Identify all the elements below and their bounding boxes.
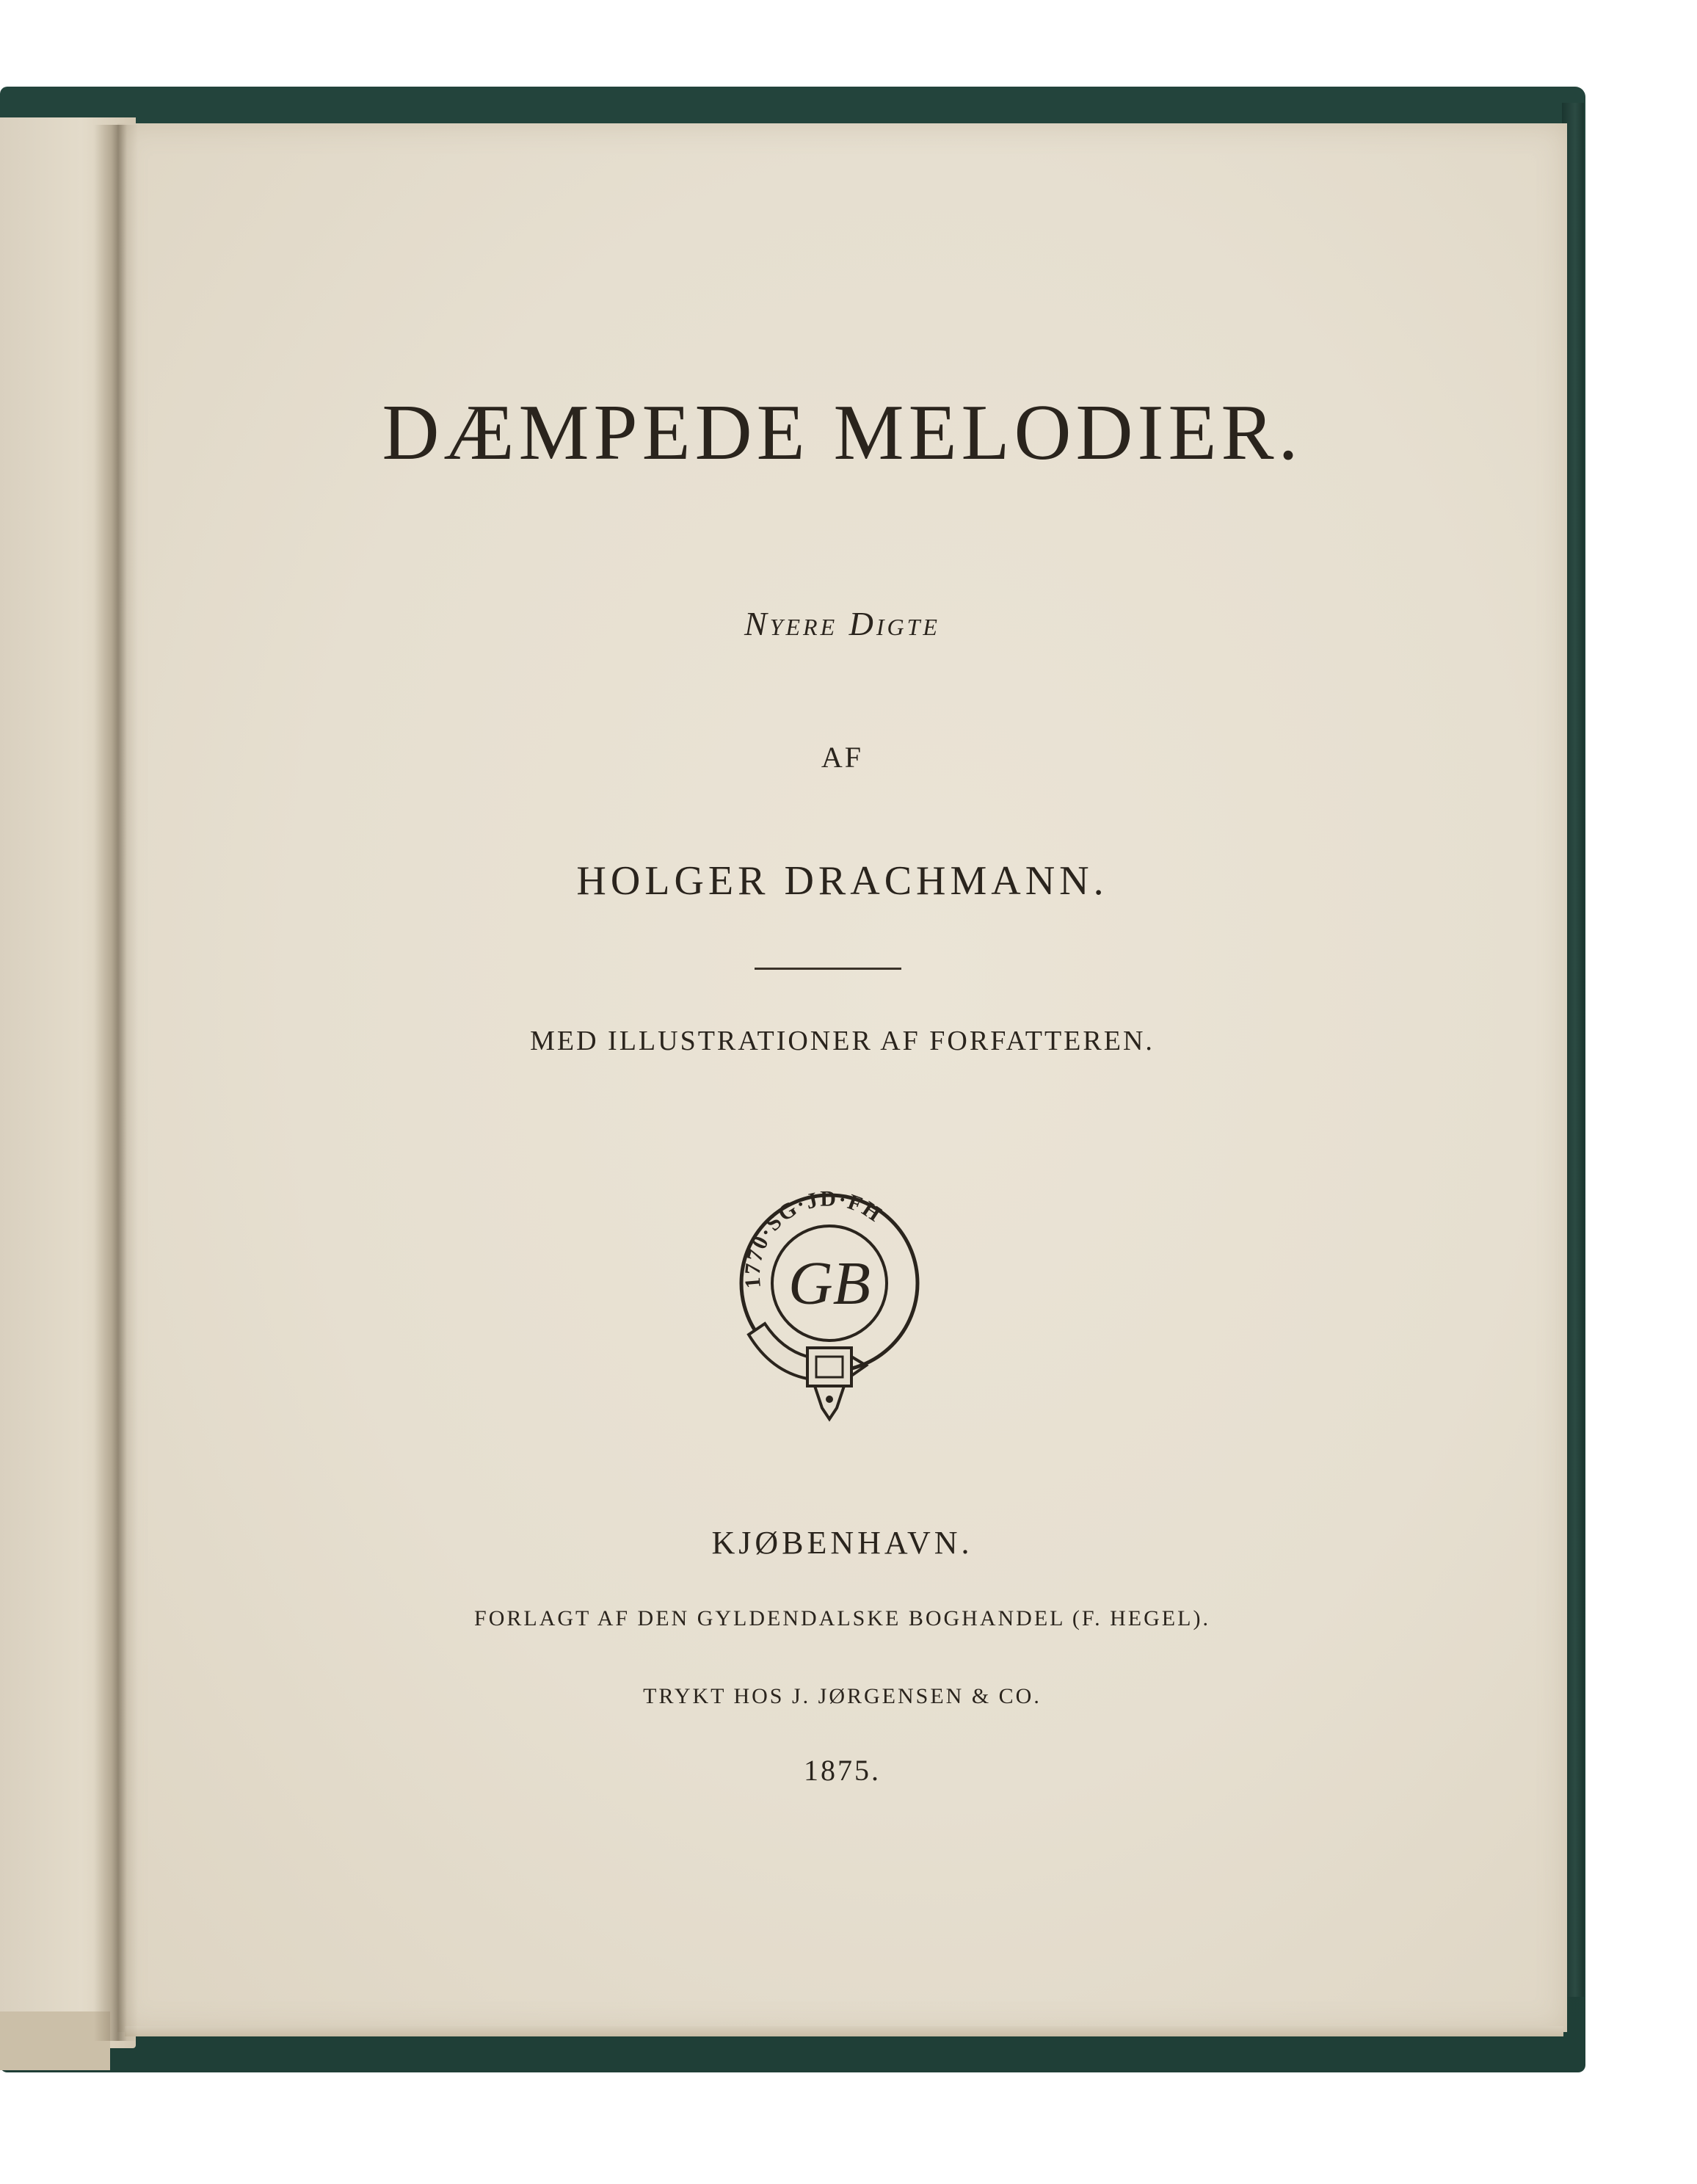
imprint-place: KJØBENHAVN. <box>711 1525 973 1561</box>
by-word: AF <box>821 741 864 774</box>
book-gutter <box>94 125 138 2041</box>
book-title: DÆMPEDE MELODIER. <box>382 389 1303 476</box>
imprint-year: 1875. <box>804 1754 881 1787</box>
emblem-monogram: GB <box>788 1249 871 1318</box>
book-subtitle: Nyere Digte <box>744 605 940 642</box>
imprint-publisher: FORLAGT AF DEN GYLDENDALSKE BOGHANDEL (F. HEGEL). <box>474 1606 1210 1630</box>
emblem-ring-text: 1770·SG·JD·FH <box>740 1186 887 1290</box>
author-name: HOLGER DRACHMANN. <box>576 858 1108 904</box>
page-edge <box>125 2026 1563 2036</box>
title-page <box>117 123 1567 2032</box>
divider-rule <box>755 968 901 970</box>
imprint-printer: TRYKT HOS J. JØRGENSEN & CO. <box>643 1684 1042 1708</box>
bookplate-emblem-icon <box>719 1173 940 1423</box>
illustrations-note: MED ILLUSTRATIONER AF FORFATTEREN. <box>530 1026 1155 1056</box>
